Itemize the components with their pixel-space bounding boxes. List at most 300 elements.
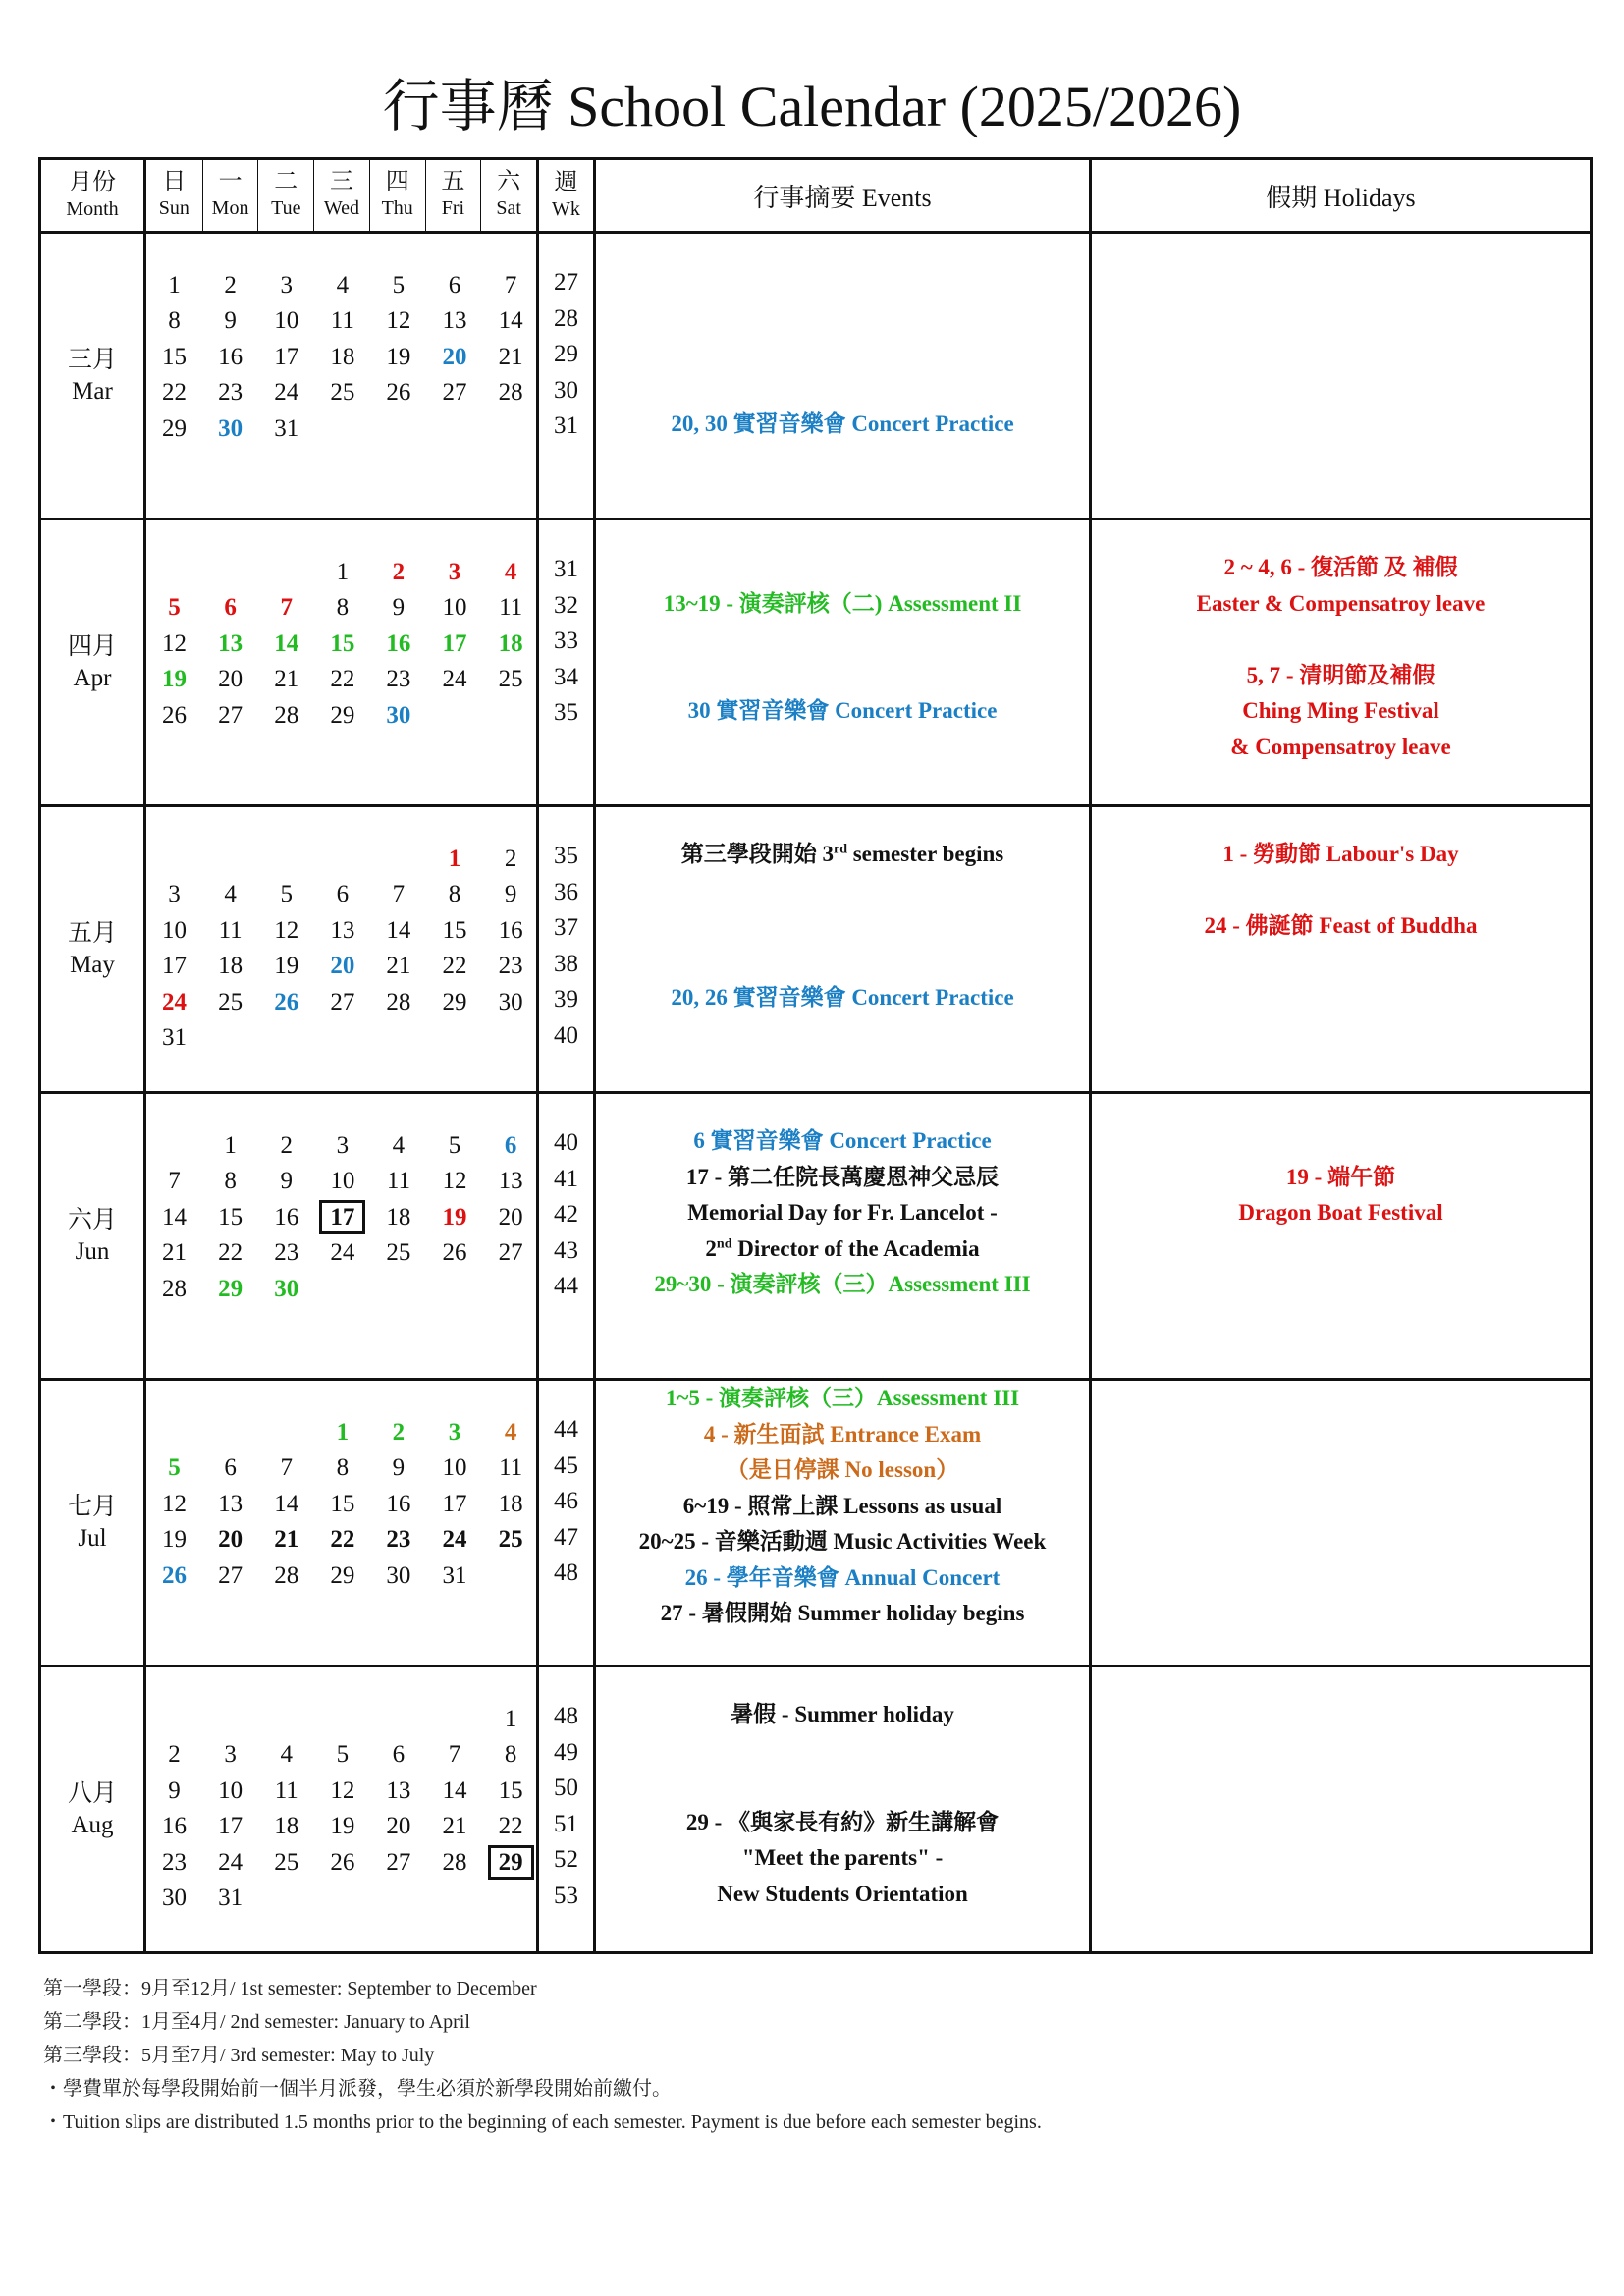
event-line [596, 873, 1089, 909]
month-row-jun [40, 1093, 1592, 1380]
day-number: 28 [274, 1561, 299, 1589]
event-line: 29 - 《與家長有約》新生講解會 [685, 1809, 1000, 1834]
day-number: 31 [274, 414, 299, 442]
day-number: 17 [274, 343, 299, 370]
day-number: 22 [162, 379, 188, 407]
day-number: 18 [386, 1203, 411, 1230]
event-line: 13~19 - 演奏評核（二) Assessment II [663, 590, 1022, 616]
events-cell [595, 233, 1091, 519]
calendar-table [38, 157, 1593, 1954]
event-line [596, 908, 1089, 945]
day-number: 19 [162, 1526, 188, 1554]
event-line [596, 550, 1089, 586]
month-row-apr [40, 519, 1592, 806]
day-number: 25 [386, 1239, 411, 1267]
day-number: 12 [330, 1777, 355, 1804]
ordinal-suffix: nd [716, 1235, 732, 1251]
month-label-en: Apr [73, 664, 112, 691]
day-number: 15 [330, 1490, 355, 1517]
day-number: 30 [498, 988, 523, 1015]
month-label [40, 806, 145, 1093]
day-header-mon [202, 160, 258, 231]
month-label-en: Mar [72, 377, 113, 405]
month-label-zh: 六月 [67, 1206, 117, 1233]
day-number: 10 [218, 1777, 244, 1804]
holidays-list [1092, 520, 1590, 765]
day-number: 25 [498, 1526, 523, 1554]
day-number: 10 [442, 594, 467, 622]
day-header-thu [369, 160, 425, 231]
day-header-sun [146, 160, 202, 231]
day-number: 19 [330, 1813, 355, 1840]
day-grid-cell [145, 1093, 538, 1380]
events-list [596, 807, 1089, 1016]
day-number: 27 [218, 1561, 244, 1589]
day-number: 26 [330, 1848, 355, 1876]
day-number: 18 [330, 343, 355, 370]
day-number: 20 [330, 953, 355, 980]
event-line: （是日停課 No lesson） [726, 1457, 959, 1482]
day-number: 14 [274, 1490, 299, 1517]
week-header-en: Wk [552, 198, 580, 220]
day-number: 28 [498, 379, 523, 407]
week-numbers [539, 1667, 593, 1914]
month-label [40, 1380, 145, 1667]
day-number: 14 [442, 1777, 467, 1804]
day-number: 26 [162, 701, 188, 729]
week-number-cell [538, 1667, 595, 1953]
day-number: 29 [489, 1846, 533, 1879]
day-number: 28 [162, 1275, 188, 1302]
month-label-en: Aug [71, 1811, 114, 1838]
event-line: 20, 26 實習音樂會 Concert Practice [671, 985, 1014, 1010]
week-numbers [539, 1094, 593, 1305]
day-number: 12 [274, 916, 299, 944]
week-number: 45 [554, 1451, 578, 1479]
day-number: 6 [392, 1741, 406, 1769]
holidays-cell [1091, 519, 1592, 806]
day-number: 7 [280, 594, 293, 622]
day-header-en: Sat [496, 197, 521, 219]
event-line: 2nd Director of the Academia [705, 1235, 980, 1261]
day-number: 30 [386, 1561, 411, 1589]
day-number: 27 [498, 1239, 523, 1267]
day-number: 13 [218, 1490, 244, 1517]
day-number: 13 [498, 1168, 523, 1195]
holidays-list [1092, 807, 1590, 945]
event-line: 20~25 - 音樂活動週 Music Activities Week [638, 1529, 1047, 1554]
events-header [595, 159, 1091, 233]
month-header-zh: 月份 [69, 170, 116, 195]
day-number: 5 [336, 1741, 350, 1769]
holidays-list [1092, 1094, 1590, 1231]
events-header-label: 行事摘要 Events [753, 183, 932, 212]
day-number: 14 [162, 1203, 188, 1230]
month-header-en: Month [66, 198, 119, 220]
day-number: 15 [330, 629, 355, 657]
week-number: 42 [554, 1201, 578, 1228]
month-label-zh: 三月 [67, 346, 117, 373]
footnote-line: ・學費單於每學段開始前一個半月派發，學生必須於新學段開始前繳付。 [43, 2078, 672, 2100]
day-number: 19 [442, 1203, 467, 1230]
week-numbers [539, 807, 593, 1054]
week-number: 51 [554, 1810, 578, 1837]
day-number: 15 [162, 343, 188, 370]
day-header-zh: 二 [274, 169, 298, 194]
week-number: 48 [554, 1703, 578, 1729]
day-number: 5 [448, 1131, 461, 1159]
day-number: 21 [274, 666, 299, 693]
day-number: 5 [168, 1454, 181, 1482]
day-number: 3 [448, 1418, 461, 1446]
day-number: 16 [218, 343, 244, 370]
week-numbers [539, 520, 593, 732]
event-line: Memorial Day for Fr. Lancelot - [687, 1200, 998, 1225]
day-number: 16 [274, 1203, 299, 1230]
day-number: 10 [442, 1454, 467, 1482]
week-number: 39 [554, 986, 578, 1012]
event-line [596, 1769, 1089, 1805]
holidays-cell [1091, 1667, 1592, 1953]
day-grid [146, 520, 536, 734]
week-header [538, 159, 595, 233]
week-number: 38 [554, 950, 578, 977]
event-line: 暑假 - Summer holiday [731, 1702, 954, 1726]
day-number: 17 [162, 953, 188, 980]
day-number: 6 [336, 881, 350, 908]
day-number: 11 [330, 307, 354, 335]
day-number: 11 [218, 916, 243, 944]
day-header-zh: 五 [441, 169, 465, 194]
month-row-jul [40, 1380, 1592, 1667]
day-header-en: Thu [381, 197, 413, 219]
footnote-line: 第二學段：1月至4月/ 2nd semester: January to April [43, 2011, 470, 2033]
event-line: 6 實習音樂會 Concert Practice [693, 1128, 992, 1153]
day-number: 9 [392, 1454, 406, 1482]
day-number: 5 [168, 594, 181, 622]
day-number: 28 [274, 701, 299, 729]
day-number: 29 [162, 414, 188, 442]
day-number: 13 [218, 629, 244, 657]
day-number: 23 [498, 953, 523, 980]
day-grid [146, 1667, 536, 1916]
day-number: 2 [504, 845, 517, 872]
events-list [596, 1094, 1089, 1303]
day-number: 8 [336, 594, 350, 622]
day-header-en: Fri [441, 197, 465, 219]
day-number: 4 [504, 1418, 517, 1446]
day-number: 19 [274, 953, 299, 980]
month-label-en: May [70, 951, 115, 978]
footnote-line: 第一學段：9月至12月/ 1st semester: September to December [43, 1978, 537, 1999]
day-number: 5 [280, 881, 293, 908]
week-number-cell [538, 233, 595, 519]
event-line [596, 658, 1089, 694]
week-number: 41 [554, 1165, 578, 1192]
event-line: 20, 30 實習音樂會 Concert Practice [671, 411, 1014, 436]
week-number: 44 [554, 1416, 578, 1443]
holidays-list [1092, 234, 1590, 263]
holidays-cell [1091, 1093, 1592, 1380]
day-number: 16 [162, 1813, 188, 1840]
day-number: 7 [168, 1168, 181, 1195]
footnote-line: 第三學段：5月至7月/ 3rd semester: May to July [43, 2045, 435, 2066]
holiday-line: Dragon Boat Festival [1238, 1200, 1443, 1225]
day-number: 27 [330, 988, 355, 1015]
day-number: 1 [504, 1705, 517, 1732]
day-number: 6 [504, 1131, 517, 1159]
days-header [145, 159, 538, 233]
day-number: 26 [274, 988, 299, 1015]
day-header-sat [480, 160, 536, 231]
holidays-list [1092, 1381, 1590, 1410]
event-line: 4 - 新生面試 Entrance Exam [703, 1421, 982, 1447]
day-number: 26 [442, 1239, 467, 1267]
week-number: 37 [554, 914, 578, 941]
day-number: 3 [168, 881, 181, 908]
holiday-line: 19 - 端午節 [1285, 1164, 1396, 1189]
week-number: 50 [554, 1775, 578, 1801]
day-number: 17 [442, 1490, 467, 1517]
day-grid [146, 1094, 536, 1307]
day-number: 11 [499, 1454, 523, 1482]
day-number: 6 [224, 1454, 237, 1482]
day-number: 23 [162, 1848, 188, 1876]
day-number: 3 [448, 558, 461, 585]
day-number: 31 [218, 1885, 244, 1912]
event-line [596, 622, 1089, 658]
day-number: 19 [386, 343, 411, 370]
week-number-cell [538, 806, 595, 1093]
event-line: "Meet the parents" - [741, 1845, 944, 1870]
day-number: 16 [498, 916, 523, 944]
month-label [40, 1667, 145, 1953]
day-number: 14 [386, 916, 411, 944]
day-header-en: Wed [323, 197, 360, 219]
day-number: 2 [224, 271, 237, 299]
day-number: 31 [162, 1024, 188, 1052]
footnotes [43, 1972, 1042, 2139]
day-number: 29 [330, 701, 355, 729]
week-numbers [539, 234, 593, 445]
day-number: 27 [442, 379, 467, 407]
event-line: 第三學段開始 3rd semester begins [680, 842, 1004, 866]
day-header-zh: 四 [385, 169, 409, 194]
day-number: 14 [274, 629, 299, 657]
day-number: 7 [504, 271, 517, 299]
day-number: 24 [442, 1526, 467, 1554]
day-number: 15 [218, 1203, 244, 1230]
week-number: 52 [554, 1846, 578, 1873]
day-number: 4 [504, 558, 517, 585]
day-grid-cell [145, 519, 538, 806]
day-grid [146, 1381, 536, 1594]
month-label-zh: 七月 [67, 1493, 117, 1520]
day-number: 4 [280, 1741, 293, 1769]
day-number: 4 [392, 1131, 406, 1159]
holiday-line [1092, 1123, 1590, 1160]
month-label-en: Jul [78, 1524, 107, 1552]
holidays-header [1091, 159, 1592, 233]
day-number: 9 [224, 307, 237, 335]
day-number: 30 [162, 1885, 188, 1912]
holiday-line: 5, 7 - 清明節及補假 [1246, 662, 1435, 687]
day-number: 23 [386, 666, 411, 693]
day-number: 2 [280, 1131, 293, 1159]
week-number: 47 [554, 1523, 578, 1551]
day-number: 2 [168, 1741, 181, 1769]
month-header [40, 159, 145, 233]
day-number: 5 [392, 271, 406, 299]
week-number: 49 [554, 1738, 578, 1766]
day-number: 12 [162, 1490, 188, 1517]
day-grid-cell [145, 233, 538, 519]
day-number: 30 [274, 1275, 299, 1302]
day-number: 2 [392, 558, 406, 585]
day-header-en: Sun [158, 197, 189, 219]
day-number: 27 [386, 1848, 411, 1876]
day-number: 1 [336, 1418, 350, 1446]
day-number: 23 [386, 1526, 411, 1554]
day-number: 28 [386, 988, 411, 1015]
day-number: 7 [392, 881, 406, 908]
day-number: 1 [448, 845, 461, 872]
event-line: 26 - 學年音樂會 Annual Concert [684, 1564, 1001, 1590]
week-number-cell [538, 519, 595, 806]
month-label-en: Jun [75, 1237, 110, 1265]
month-row-aug [40, 1667, 1592, 1953]
day-number: 7 [448, 1741, 461, 1769]
holiday-line [1092, 873, 1590, 909]
day-number: 20 [498, 1203, 523, 1230]
day-grid [146, 234, 536, 447]
event-line [596, 300, 1089, 336]
day-number: 11 [499, 594, 523, 622]
week-number: 40 [554, 1021, 578, 1049]
day-number: 13 [386, 1777, 411, 1804]
day-number: 21 [498, 343, 523, 370]
day-header-wed [313, 160, 369, 231]
events-cell [595, 519, 1091, 806]
month-label [40, 233, 145, 519]
day-number: 17 [442, 629, 467, 657]
day-number: 12 [386, 307, 411, 335]
week-number: 31 [554, 412, 578, 439]
day-header-zh: 一 [218, 169, 243, 194]
day-number: 24 [218, 1848, 244, 1876]
day-number: 27 [218, 701, 244, 729]
day-number: 18 [218, 953, 244, 980]
day-grid-cell [145, 1380, 538, 1667]
day-number: 8 [336, 1454, 350, 1482]
week-number: 46 [554, 1488, 578, 1514]
header-row [40, 159, 1592, 233]
day-number: 10 [162, 916, 188, 944]
day-grid-cell [145, 806, 538, 1093]
day-number: 13 [330, 916, 355, 944]
day-number: 25 [498, 666, 523, 693]
event-line: 1~5 - 演奏評核（三）Assessment III [665, 1386, 1020, 1410]
event-line: 17 - 第二任院長萬慶恩神父忌辰 [685, 1164, 1000, 1189]
week-number: 35 [554, 699, 578, 726]
holiday-line: 24 - 佛誕節 Feast of Buddha [1204, 913, 1478, 938]
day-number: 21 [386, 953, 411, 980]
day-number: 14 [498, 307, 523, 335]
ordinal-suffix: rd [833, 842, 847, 857]
week-number: 28 [554, 304, 578, 332]
day-number: 13 [442, 307, 467, 335]
day-number: 9 [504, 881, 517, 908]
week-number: 48 [554, 1559, 578, 1586]
day-number: 8 [504, 1741, 517, 1769]
day-number: 23 [218, 379, 244, 407]
day-header-zh: 日 [162, 169, 187, 194]
event-line [596, 263, 1089, 300]
day-header-fri [425, 160, 481, 231]
day-number: 21 [442, 1813, 467, 1840]
day-number: 6 [224, 594, 237, 622]
day-number: 22 [498, 1813, 523, 1840]
day-number: 20 [218, 1526, 244, 1554]
day-number: 9 [280, 1168, 293, 1195]
day-number: 30 [386, 701, 411, 729]
day-number: 10 [330, 1168, 355, 1195]
day-number: 8 [448, 881, 461, 908]
day-number: 20 [218, 666, 244, 693]
day-number: 25 [330, 379, 355, 407]
event-line: 27 - 暑假開始 Summer holiday begins [660, 1601, 1025, 1625]
day-header-tue [257, 160, 313, 231]
week-number: 43 [554, 1236, 578, 1264]
day-number: 11 [274, 1777, 298, 1804]
event-line: New Students Orientation [717, 1881, 968, 1906]
day-number: 4 [336, 271, 350, 299]
day-number: 29 [442, 988, 467, 1015]
day-number: 9 [168, 1777, 181, 1804]
day-header-en: Tue [271, 197, 301, 219]
day-header-en: Mon [211, 197, 249, 219]
day-number: 12 [162, 629, 188, 657]
day-number: 21 [274, 1526, 299, 1554]
event-line: 6~19 - 照常上課 Lessons as usual [682, 1493, 1002, 1518]
day-number: 15 [442, 916, 467, 944]
day-number: 3 [280, 271, 293, 299]
holidays-list [1092, 1667, 1590, 1697]
events-list [596, 520, 1089, 730]
day-number: 16 [386, 629, 411, 657]
day-number: 24 [442, 666, 467, 693]
day-number: 10 [274, 307, 299, 335]
day-number: 30 [218, 414, 244, 442]
day-number: 19 [162, 666, 188, 693]
day-number: 22 [442, 953, 467, 980]
week-number: 29 [554, 341, 578, 367]
holiday-line: 1 - 勞動節 Labour's Day [1222, 842, 1459, 866]
month-row-may [40, 806, 1592, 1093]
holidays-cell [1091, 806, 1592, 1093]
day-number: 18 [274, 1813, 299, 1840]
day-number: 3 [224, 1741, 237, 1769]
day-header-zh: 三 [329, 169, 353, 194]
day-number: 21 [162, 1239, 188, 1267]
day-number: 12 [442, 1168, 467, 1195]
day-number: 24 [330, 1239, 355, 1267]
day-number: 31 [442, 1561, 467, 1589]
week-number-cell [538, 1380, 595, 1667]
week-number: 53 [554, 1882, 578, 1909]
day-number: 23 [274, 1239, 299, 1267]
events-cell [595, 1380, 1091, 1667]
